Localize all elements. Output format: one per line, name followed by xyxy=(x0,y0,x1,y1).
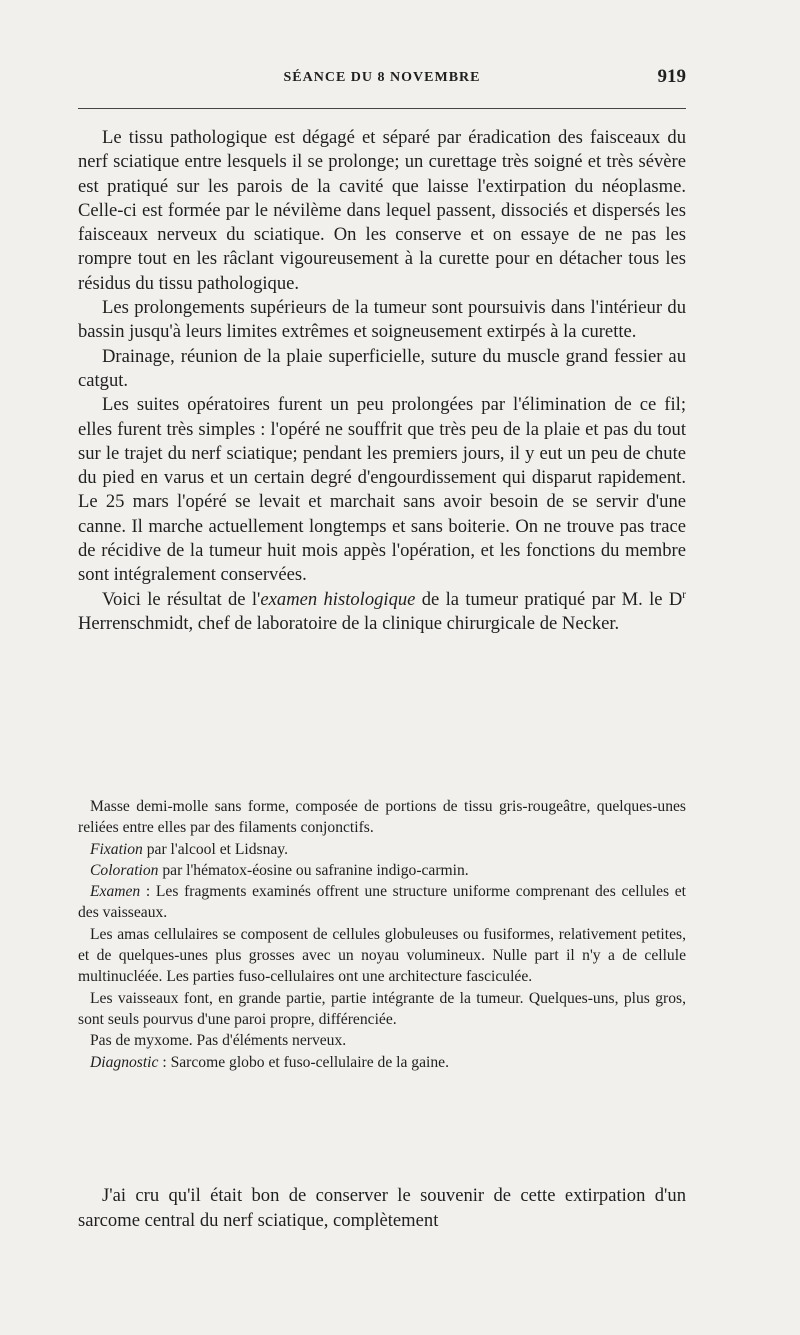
report-paragraph: Pas de myxome. Pas d'éléments nerveux. xyxy=(90,1032,347,1050)
closing-text xyxy=(78,1183,686,1233)
paragraph: Les suites opératoires furent un peu prolongées par l'élimination de ce fil; elles furent très simples : l'opéré ne souffrit que très peu de la plaie et pas du tout sur le trajet du nerf sciatique; pendant les premiers jours, il y eut un peu de chute du pied en varus et un certain degré d'engourdissement qui disparut rapidement. Le 25 mars l'opéré se levait et marchait sans avoir besoin de se servir d'une canne. Il marche actuellement longtemps et sans boiterie. On ne trouve pas trace de récidive de la tumeur huit mois appès l'opération, et les fonctions du membre sont intégralement conservées. xyxy=(78,394,686,586)
header-rule xyxy=(78,108,686,109)
report-label: Coloration xyxy=(90,861,159,879)
paragraph: Voici le résultat de l'examen histologique de la tumeur pratiqué par M. le $D^r$ Herrenschmidt, chef de laboratoire de la clinique chirurgicale de Necker. xyxy=(78,588,686,634)
paragraph: J'ai cru qu'il était bon de conserver le souvenir de cette extirpation d'un sarcome central du nerf sciatique, complètement xyxy=(78,1185,686,1231)
report-label: Diagnostic xyxy=(90,1053,159,1071)
report-label: Fixation xyxy=(90,840,143,858)
report-paragraph: Coloration par l'hématox-éosine ou safranine indigo-carmin. xyxy=(90,861,469,879)
page-number: 919 xyxy=(657,66,686,87)
main-text xyxy=(78,126,686,636)
report-label: Examen xyxy=(90,883,141,901)
italic-term: examen histologique xyxy=(260,588,416,610)
report-paragraph: Examen : Les fragments examinés offrent une structure uniforme comprenant des cellules et des vaisseaux. xyxy=(78,883,686,922)
report-paragraph: Masse demi-molle sans forme, composée de portions de tissu gris-rougeâtre, quelques-unes reliées entre elles par des filaments conjonctifs. xyxy=(78,798,686,837)
report-paragraph: Diagnostic : Sarcome globo et fuso-cellulaire de la gaine. xyxy=(90,1053,449,1071)
superscript: r xyxy=(682,588,686,601)
histology-report xyxy=(78,796,686,1073)
running-title: SÉANCE DU 8 NOVEMBRE xyxy=(283,70,481,85)
page-header xyxy=(78,66,686,92)
paragraph: Les prolongements supérieurs de la tumeur sont poursuivis dans l'intérieur du bassin jusqu'à leurs limites extrêmes et soigneusement extirpés à la curette. xyxy=(78,297,686,343)
report-paragraph: Les vaisseaux font, en grande partie, partie intégrante de la tumeur. Quelques-uns, plus gros, sont seuls pourvus d'une paroi propre, différenciée. xyxy=(78,989,686,1028)
report-paragraph: Fixation par l'alcool et Lidsnay. xyxy=(90,840,288,858)
paragraph: Drainage, réunion de la plaie superficielle, suture du muscle grand fessier au catgut. xyxy=(78,345,686,391)
report-paragraph: Les amas cellulaires se composent de cellules globuleuses ou fusiformes, relativement petites, et de quelques-unes plus grosses avec un noyau volumineux. Nulle part il n'y a de cellule multinucléée. Les parties fuso-cellulaires ont une architecture fasciculée. xyxy=(78,925,686,986)
paragraph: Le tissu pathologique est dégagé et séparé par éradication des faisceaux du nerf sciatique entre lesquels il se prolonge; un curettage très soigné et très sévère est pratiqué sur les parois de la cavité que laisse l'extirpation du néoplasme. Celle-ci est formée par le névilème dans lequel passent, dissociés et dispersés les faisceaux nerveux du sciatique. On les conserve et on essaye de ne pas les rompre tout en les râclant vigoureusement à la curette pour en détacher tous les résidus du tissu pathologique. xyxy=(78,127,686,294)
